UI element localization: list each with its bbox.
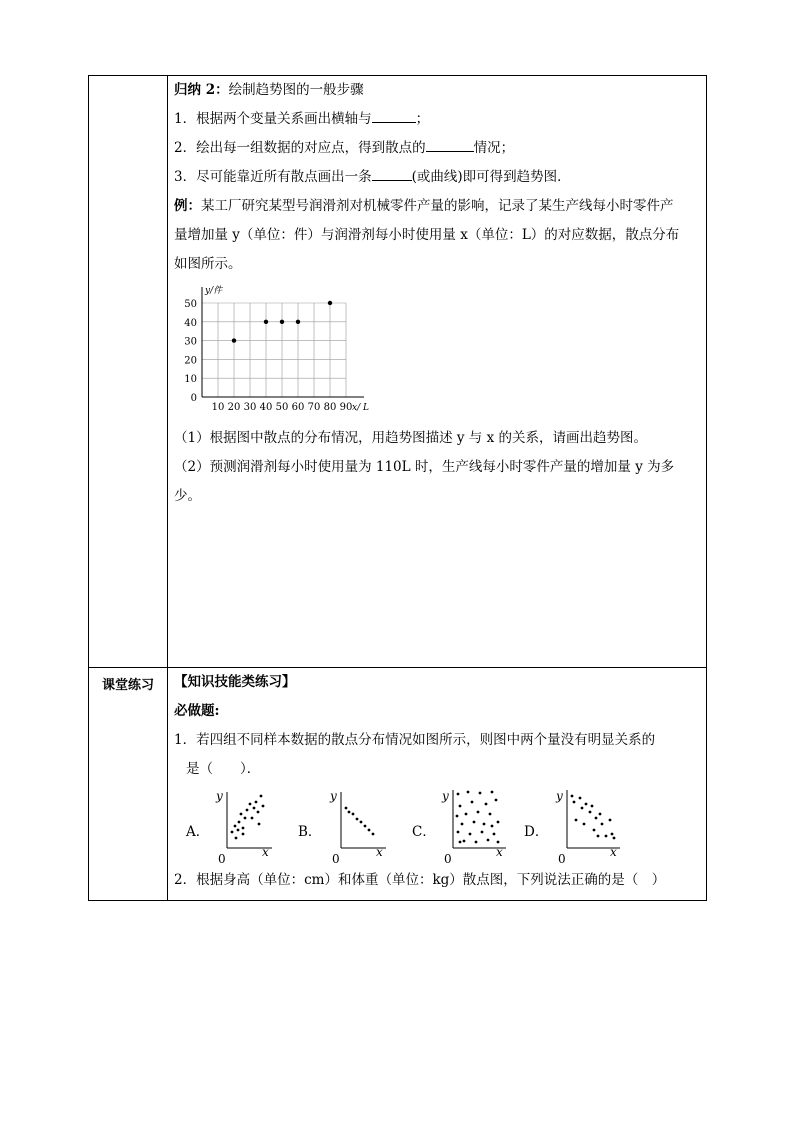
x-tick-label: 40 bbox=[259, 402, 273, 413]
row-summary bbox=[89, 76, 707, 668]
option-c-label: C． bbox=[412, 824, 436, 840]
option-c-plot bbox=[440, 784, 520, 866]
x-tick-label: 70 bbox=[307, 402, 321, 413]
option-c-x-label: x bbox=[496, 845, 503, 859]
y-tick-label: 40 bbox=[184, 317, 197, 329]
x-tick-label: 80 bbox=[323, 402, 337, 413]
option-b-y-label: y bbox=[330, 789, 337, 803]
option-a-label: A． bbox=[186, 824, 210, 840]
option-a-points bbox=[231, 795, 265, 840]
option-c-origin: 0 bbox=[444, 852, 452, 866]
y-tick-label: 10 bbox=[184, 374, 197, 386]
heading-prefix: 归纳 2： bbox=[174, 82, 229, 98]
step3-line bbox=[174, 163, 700, 192]
row-practice bbox=[89, 668, 707, 901]
x-tick-label: 90 bbox=[339, 402, 353, 413]
practice-label: 课堂练习 bbox=[89, 668, 168, 901]
step1-line bbox=[174, 105, 700, 134]
scatter-point bbox=[296, 320, 300, 324]
step2-suffix: 情况； bbox=[473, 140, 515, 156]
y-axis-label: y/件 bbox=[205, 286, 223, 296]
option-d-y-label: y bbox=[556, 789, 563, 803]
option-d-origin: 0 bbox=[558, 852, 566, 866]
x-axis-label: x/ L bbox=[352, 403, 369, 413]
step1-suffix: ； bbox=[415, 111, 430, 127]
option-d-label: D． bbox=[524, 824, 549, 840]
row-label-empty bbox=[89, 76, 168, 668]
step1-blank bbox=[372, 106, 416, 123]
option-b-label: B． bbox=[298, 824, 322, 840]
y-tick-label: 50 bbox=[184, 299, 197, 310]
step3-prefix: 3．尽可能靠近所有散点画出一条 bbox=[174, 169, 372, 185]
x-tick-label: 60 bbox=[291, 402, 305, 413]
example-text2: 量增加量 y（单位：件）与润滑剂每小时使用量 x（单位：L）的对应数据，散点分布 bbox=[174, 227, 680, 243]
summary-cell bbox=[168, 76, 707, 668]
x-tick-label: 50 bbox=[275, 402, 289, 413]
example-line1 bbox=[174, 192, 700, 221]
y-tick-label: 20 bbox=[184, 355, 197, 367]
practice-title: 【知识技能类练习】 bbox=[174, 674, 296, 690]
option-plots bbox=[174, 784, 700, 866]
option-a-x-label: x bbox=[262, 845, 269, 859]
option-d-points bbox=[571, 795, 616, 840]
example-text3: 如图所示。 bbox=[174, 256, 242, 272]
scatter-chart-area bbox=[174, 279, 700, 424]
option-b-points bbox=[345, 807, 375, 836]
option-a-plot bbox=[214, 784, 284, 866]
scatter-point bbox=[280, 320, 284, 324]
step3-suffix: (或曲线)即可得到趋势图． bbox=[411, 169, 571, 185]
step2-line bbox=[174, 134, 700, 163]
example-line3 bbox=[174, 250, 700, 279]
option-b-plot bbox=[328, 784, 398, 866]
step2-blank bbox=[426, 135, 474, 152]
q2-text1: （2）预测润滑剂每小时使用量为 110L 时，生产线每小时零件产量的增加量 y 为多 bbox=[174, 459, 675, 475]
lesson-table bbox=[88, 75, 707, 901]
option-c-y-label: y bbox=[442, 789, 449, 803]
q2-line2 bbox=[174, 482, 700, 511]
example-label: 例： bbox=[174, 198, 201, 214]
x-tick-label: 20 bbox=[227, 402, 241, 413]
y-tick-label: 0 bbox=[190, 393, 197, 404]
option-b-origin: 0 bbox=[332, 852, 340, 866]
x-tick-label: 10 bbox=[211, 402, 225, 413]
practice-q1-text1: 1．若四组不同样本数据的散点分布情况如图所示，则图中两个量没有明显关系的 bbox=[174, 732, 656, 748]
heading-text: 绘制趋势图的一般步骤 bbox=[228, 82, 364, 98]
scatter-point bbox=[264, 320, 268, 324]
option-d-plot bbox=[554, 784, 634, 866]
step2-prefix: 2．绘出每一组数据的对应点，得到散点的 bbox=[174, 140, 426, 156]
y-tick-label: 30 bbox=[184, 336, 197, 348]
practice-cell bbox=[168, 668, 707, 901]
scatter-point bbox=[232, 338, 236, 342]
option-a-origin: 0 bbox=[218, 852, 226, 866]
heading-line bbox=[174, 76, 700, 105]
option-a-y-label: y bbox=[216, 789, 223, 803]
q1-text: （1）根据图中散点的分布情况，用趋势图描述 y 与 x 的关系，请画出趋势图。 bbox=[174, 430, 647, 446]
scatter-point bbox=[328, 301, 332, 305]
q2-text2: 少。 bbox=[174, 488, 201, 504]
practice-q2-text: 2．根据身高（单位：cm）和体重（单位：kg）散点图，下列说法正确的是（ ） bbox=[174, 872, 666, 888]
q1-line bbox=[174, 424, 700, 453]
step3-blank bbox=[372, 164, 412, 181]
option-c-points bbox=[456, 791, 500, 844]
practice-q1-line1 bbox=[174, 726, 700, 755]
example-text1: 某工厂研究某型号润滑剂对机械零件产量的影响，记录了某生产线每小时零件产 bbox=[201, 198, 674, 214]
practice-q2-line bbox=[174, 866, 700, 895]
step1-prefix: 1．根据两个变量关系画出横轴与 bbox=[174, 111, 372, 127]
example-line2 bbox=[174, 221, 700, 250]
practice-q1-line2 bbox=[174, 755, 700, 784]
scatter-chart bbox=[174, 283, 394, 423]
x-tick-label: 30 bbox=[243, 402, 257, 413]
option-b-x-label: x bbox=[376, 845, 383, 859]
q2-line1 bbox=[174, 453, 700, 482]
practice-required: 必做题: bbox=[174, 703, 220, 719]
option-d-x-label: x bbox=[610, 845, 617, 859]
practice-q1-text2: 是（ ）． bbox=[186, 761, 261, 777]
